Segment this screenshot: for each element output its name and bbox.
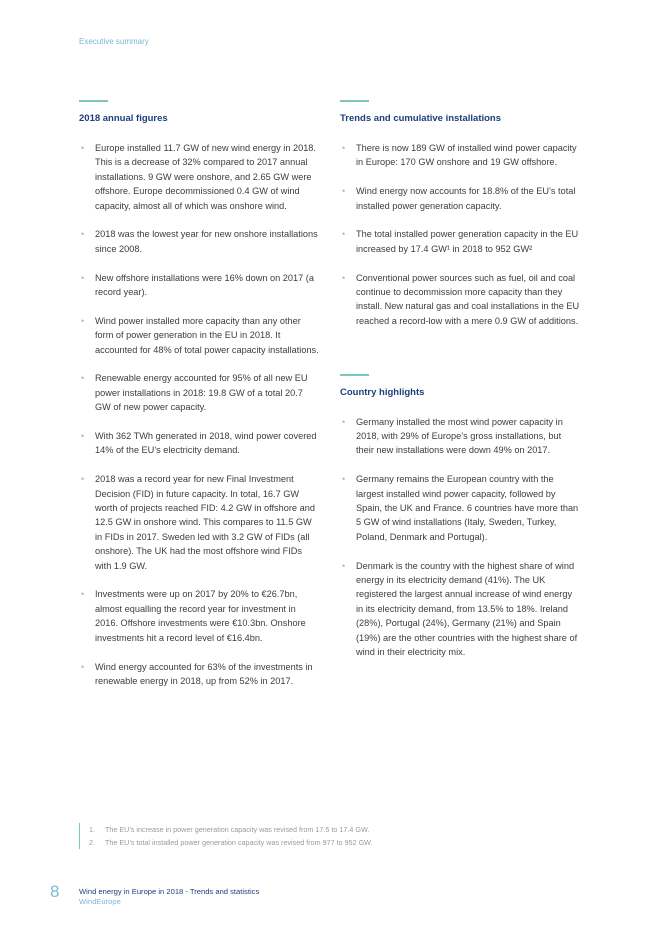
footnotes — [79, 823, 373, 849]
footnote — [89, 836, 373, 849]
list-item-text: There is now 189 GW of installed wind power capacity in Europe: 170 GW onshore and 19 GW offshore. — [356, 143, 577, 168]
list-item — [340, 227, 580, 256]
list-item-text: Wind energy accounted for 63% of the investments in renewable energy in 2018, up from 52% in 2017. — [95, 661, 313, 686]
left-column — [79, 100, 319, 703]
bullet-icon: • — [81, 431, 85, 442]
section-rule — [340, 100, 369, 102]
list-item-text: Conventional power sources such as fuel, oil and coal continue to decommission more capacity than they install. New natural gas and coal installations in the EU reached a record-low with a mere 0.9 GW of additions. — [356, 272, 580, 326]
section-title-annual-figures: 2018 annual figures — [79, 113, 168, 124]
list-item-text: The total installed power generation capacity in the EU increased by 17.4 GW¹ in 2018 to 952 GW² — [356, 229, 579, 254]
list-item — [340, 271, 580, 329]
list-item — [79, 660, 319, 689]
section-title-trends: Trends and cumulative installations — [340, 113, 502, 124]
list-item-text: Germany installed the most wind power capacity in 2018, with 29% of Europe’s gross installations, but their new installations were down 49% on 2017. — [356, 416, 563, 456]
list-item — [340, 141, 580, 170]
right-column — [340, 100, 580, 674]
list-item-text: Wind energy now accounts for 18.8% of the EU’s total installed power generation capacity. — [356, 186, 576, 211]
bullet-icon: • — [81, 229, 85, 240]
bullet-icon: • — [81, 143, 85, 153]
list-item — [79, 314, 319, 357]
footnote-number: 2. — [89, 838, 95, 847]
list-item — [79, 227, 319, 256]
list-item-text: New offshore installations were 16% down on 2017 (a record year). — [95, 272, 314, 298]
list-item-text: Denmark is the country with the highest share of wind energy in its electricity demand (41%). The UK registered the largest annual increase of wind energy in its electricity demand, from 13.5% to 18%. Ireland (28%), Portugal (24%), Germany (21%) and Spain (19%) are the other countries with the highest share of wind in their electricity mix. — [356, 560, 578, 658]
bullet-icon: • — [81, 272, 85, 283]
list-item — [79, 141, 319, 213]
bullet-icon: • — [81, 474, 85, 485]
list-item-text: Germany remains the European country with the largest installed wind power capacity, followed by Spain, the UK and France. 6 countries have more than 5 GW of wind installations (Italy, Sweden, Turkey, Poland, Denmark and Portugal). — [356, 474, 579, 542]
bullet-icon: • — [81, 315, 85, 326]
bullet-icon: • — [81, 661, 85, 672]
page-number: 8 — [50, 882, 60, 901]
publisher-name: WindEurope — [79, 897, 121, 906]
bullet-icon: • — [81, 589, 85, 600]
list-item-text: 2018 was a record year for new Final Investment Decision (FID) in future capacity. In total, 16.7 GW worth of projects reached FID: 4.2 GW in offshore and 12.5 GW in onshore wind. This compares to 11.5 GW in FIDs in 2017. Sweden led with 3.2 GW of FIDs (all onshore). The UK had the most offshore wind FIDs with 1.9 GW. — [95, 474, 315, 571]
footnote-text: The EU’s total installed power generation capacity was revised from 977 to 952 GW. — [105, 838, 373, 847]
bullet-list-trends — [340, 141, 580, 328]
footnote — [89, 823, 373, 836]
list-item-text: Renewable energy accounted for 95% of all new EU power installations in 2018: 19.8 GW of a total 20.7 GW of new power capacity. — [95, 373, 308, 413]
running-head: Executive summary — [79, 37, 149, 46]
list-item — [79, 271, 319, 300]
list-item-text: Wind power installed more capacity than any other form of power generation in the EU in 2018. It accounted for 48% of total power capacity installations. — [95, 315, 319, 355]
section-rule — [79, 100, 108, 102]
list-item — [340, 415, 580, 458]
list-item — [79, 472, 319, 573]
footnote-number: 1. — [89, 825, 95, 834]
bullet-icon: • — [342, 474, 346, 485]
list-item-text: With 362 TWh generated in 2018, wind power covered 14% of the EU’s electricity demand. — [95, 431, 317, 456]
publication-title: Wind energy in Europe in 2018 - Trends and statistics — [79, 887, 260, 896]
list-item — [340, 559, 580, 660]
list-item-text: 2018 was the lowest year for new onshore installations since 2008. — [95, 229, 318, 254]
section-rule — [340, 374, 369, 376]
bullet-icon: • — [342, 560, 346, 571]
bullet-icon: • — [81, 373, 85, 384]
bullet-icon: • — [342, 186, 346, 197]
bullet-icon: • — [342, 416, 346, 427]
bullet-list-annual-figures — [79, 141, 319, 688]
list-item — [79, 429, 319, 458]
list-item-text: Europe installed 11.7 GW of new wind energy in 2018. This is a decrease of 32% compared to 2017 annual installations. 9 GW were onshore, and 2.65 GW were offshore. Europe decommissioned 0.4 GW of wind capacity, almost all of which was onshore wind. — [95, 143, 316, 211]
bullet-icon: • — [342, 143, 346, 153]
bullet-icon: • — [342, 272, 346, 283]
list-item — [79, 371, 319, 414]
footnote-text: The EU’s increase in power generation capacity was revised from 17.5 to 17.4 GW. — [105, 825, 370, 834]
list-item — [340, 184, 580, 213]
section-title-country-highlights: Country highlights — [340, 386, 425, 398]
bullet-icon: • — [342, 229, 346, 240]
list-item-text: Investments were up on 2017 by 20% to €26.7bn, almost equalling the record year for investment in 2016. Offshore investments were €10.3bn. Onshore investments hit a record level of €16.4bn. — [95, 589, 306, 643]
list-item — [79, 587, 319, 645]
bullet-list-country-highlights — [340, 415, 580, 660]
list-item — [340, 472, 580, 544]
